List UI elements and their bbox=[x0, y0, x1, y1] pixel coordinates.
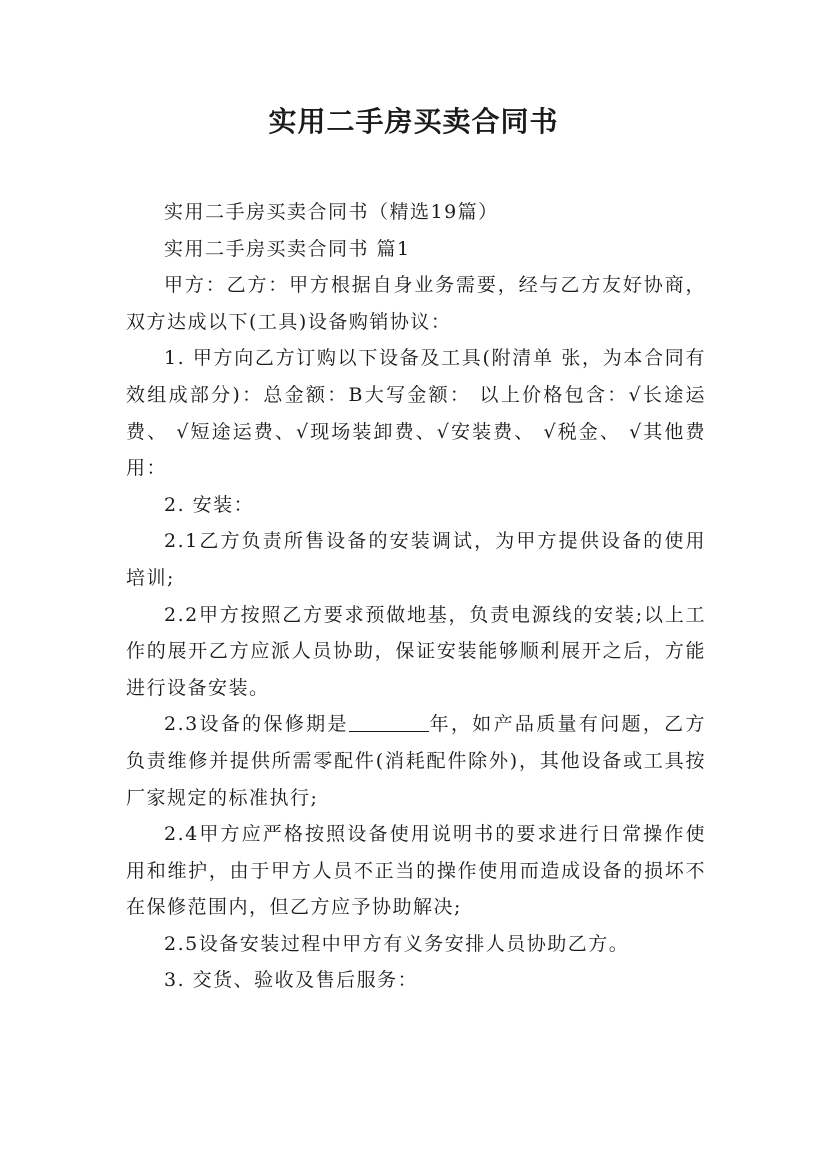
paragraph-parties: 甲方：乙方：甲方根据自身业务需要，经与乙方友好协商，双方达成以下(工具)设备购销协议： bbox=[126, 274, 706, 333]
document-body bbox=[126, 194, 706, 999]
warranty-text-before: 2.3设备的保修期是 bbox=[164, 713, 349, 736]
warranty-blank-line bbox=[349, 712, 429, 732]
paragraph-subtitle: 实用二手房买卖合同书（精选19篇） bbox=[164, 201, 499, 223]
paragraph-clause-2-5: 2.5设备安装过程中甲方有义务安排人员协助乙方。 bbox=[164, 932, 630, 955]
document-title: 实用二手房买卖合同书 bbox=[268, 105, 559, 138]
paragraph-section-heading: 实用二手房买卖合同书 篇1 bbox=[164, 237, 411, 260]
paragraph-clause-1: 1. 甲方向乙方订购以下设备及工具(附清单 张，为本合同有效组成部分)：总金额：B大写金额： 以上价格包含：√长途运费、 √短途运费、√现场装卸费、√安装费、 √税金、 √其他费用： bbox=[126, 347, 706, 480]
paragraph-clause-2-3 bbox=[126, 706, 706, 816]
paragraph-clause-2-1: 2.1乙方负责所售设备的安装调试，为甲方提供设备的使用培训; bbox=[126, 530, 706, 589]
warranty-text-after: 年，如产品质量有问题，乙方负责维修并提供所需零配件(消耗配件除外)，其他设备或工具按厂家规定的标准执行; bbox=[126, 713, 706, 809]
paragraph-clause-3-heading: 3. 交货、验收及售后服务： bbox=[164, 969, 419, 992]
paragraph-clause-2-heading: 2. 安装： bbox=[164, 493, 255, 516]
paragraph-clause-2-4: 2.4甲方应严格按照设备使用说明书的要求进行日常操作使用和维护，由于甲方人员不正当的操作使用而造成设备的损坏不在保修范围内，但乙方应予协助解决; bbox=[126, 823, 706, 919]
paragraph-clause-2-2: 2.2甲方按照乙方要求预做地基，负责电源线的安装;以上工作的展开乙方应派人员协助，保证安装能够顺利展开之后，方能进行设备安装。 bbox=[126, 603, 706, 699]
